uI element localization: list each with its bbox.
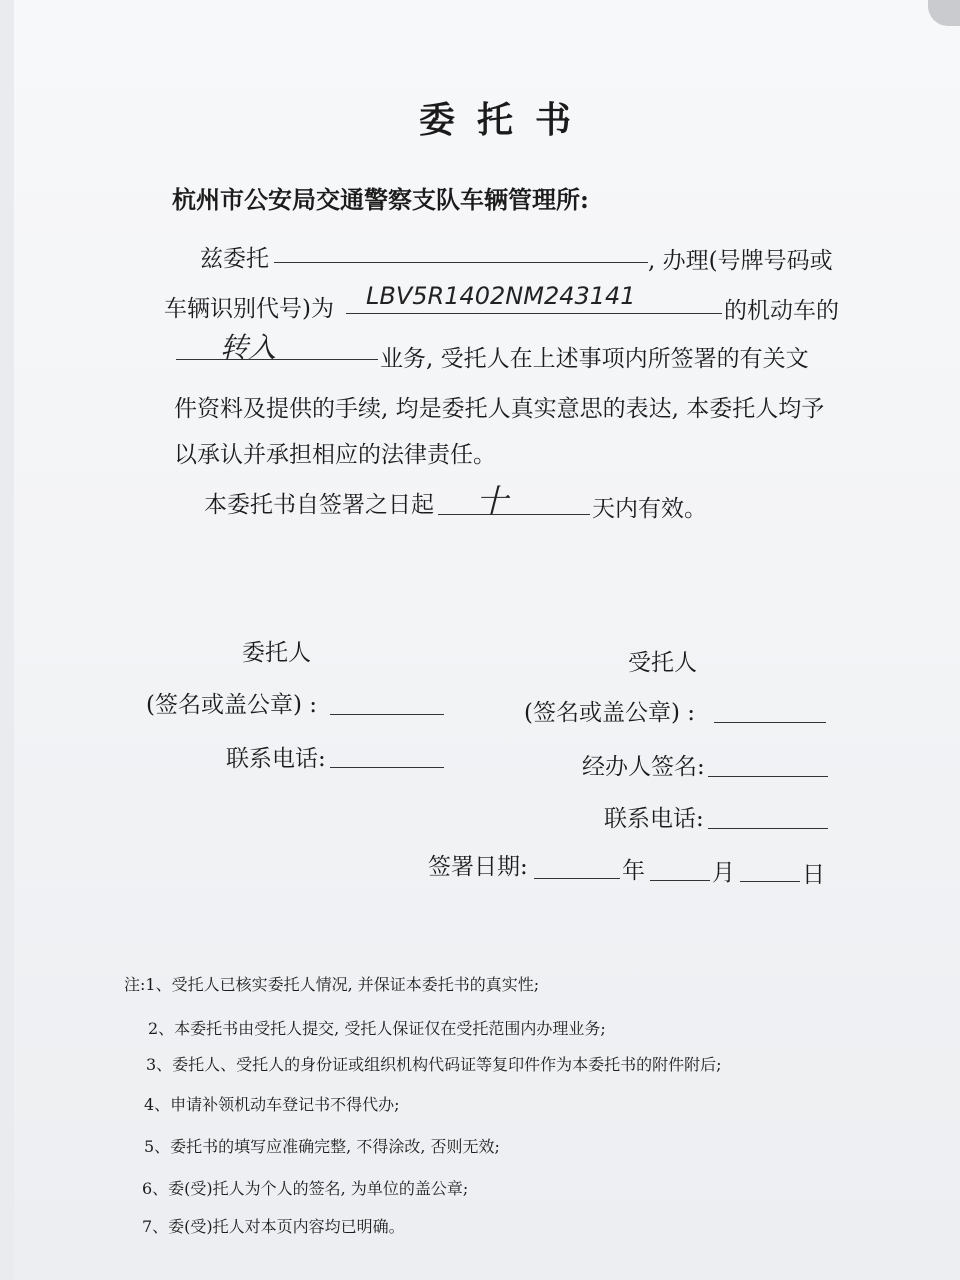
note-item: 6、委(受)托人为个人的签名, 为单位的盖公章; <box>142 1179 469 1198</box>
principal-sign-blank <box>330 714 444 715</box>
para1-after-blank: , 办理(号牌号码或 <box>648 248 833 274</box>
vin-handwritten: LBV5R1402NM243141 <box>366 282 636 310</box>
date-month-label: 月 <box>712 860 735 886</box>
date-label: 签署日期: <box>428 854 528 880</box>
agent-handler-label: 经办人签名: <box>582 754 705 780</box>
date-day-blank <box>740 881 800 882</box>
agent-sign-blank <box>714 722 826 723</box>
agent-phone-label: 联系电话: <box>604 806 704 832</box>
para1-line2-end: 的机动车的 <box>724 298 839 324</box>
para1-line5: 以承认并承担相应的法律责任。 <box>174 442 496 468</box>
validity-handwritten: 十 <box>476 482 509 520</box>
date-month-blank <box>650 880 710 881</box>
agent-label: 受托人 <box>628 650 697 676</box>
agent-phone-blank <box>708 828 828 829</box>
note-item: 注:1、受托人已核实委托人情况, 并保证本委托书的真实性; <box>124 975 540 994</box>
agent-handler-blank <box>708 776 828 777</box>
principal-sign-label: (签名或盖公章) : <box>146 692 318 718</box>
note-item: 4、申请补领机动车登记书不得代办; <box>144 1095 400 1114</box>
note-item: 7、委(受)托人对本页内容均已明确。 <box>142 1217 405 1236</box>
para1-start: 兹委托 <box>200 246 269 272</box>
document-title: 委托书 <box>419 99 594 141</box>
agent-sign-label: (签名或盖公章) : <box>524 700 696 726</box>
trustee-name-blank <box>274 262 648 263</box>
date-year-label: 年 <box>622 858 645 884</box>
page-corner <box>928 0 960 26</box>
date-year-blank <box>534 878 620 879</box>
para1-line4: 件资料及提供的手续, 均是委托人真实意思的表达, 本委托人均予 <box>174 396 825 422</box>
para1-line3: 业务, 受托人在上述事项内所签署的有关文 <box>380 346 809 372</box>
validity-start: 本委托书自签署之日起 <box>204 492 434 518</box>
business-handwritten: 转入 <box>220 331 277 364</box>
note-item: 2、本委托书由受托人提交, 受托人保证仅在受托范围内办理业务; <box>148 1019 606 1038</box>
document-sheet <box>14 0 960 1280</box>
principal-label: 委托人 <box>242 640 311 666</box>
validity-blank <box>438 514 590 515</box>
business-blank <box>176 359 378 360</box>
date-day-label: 日 <box>802 862 825 888</box>
principal-phone-blank <box>330 767 444 768</box>
addressee: 杭州市公安局交通警察支队车辆管理所: <box>172 185 589 214</box>
note-item: 3、委托人、受托人的身份证或组织机构代码证等复印件作为本委托书的附件附后; <box>146 1055 722 1074</box>
para1-line2-start: 车辆识别代号)为 <box>164 296 334 322</box>
validity-end: 天内有效。 <box>592 496 707 522</box>
note-item: 5、委托书的填写应准确完整, 不得涂改, 否则无效; <box>144 1137 500 1156</box>
vin-blank <box>346 313 722 314</box>
principal-phone-label: 联系电话: <box>226 746 326 772</box>
